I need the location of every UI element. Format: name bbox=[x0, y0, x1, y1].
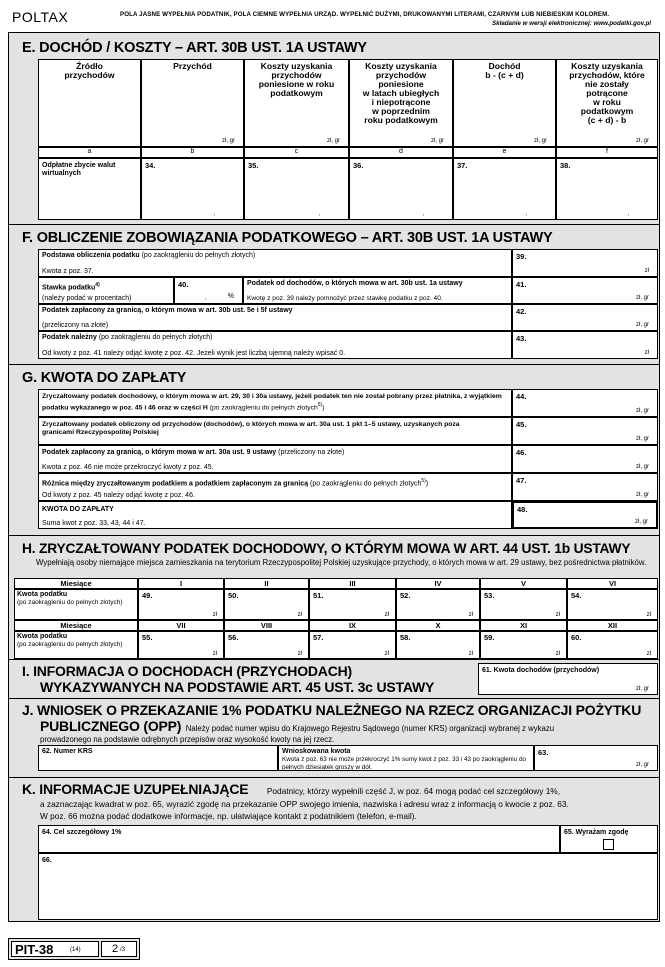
months-header: Miesiące bbox=[14, 578, 138, 589]
field-60[interactable]: 60. zł bbox=[567, 631, 658, 659]
section-j-title-2-line: PUBLICZNEGO (OPP) Należy podać numer wpisu do Krajowego Rejestru Sądowego (numer KRS) organizacji wybranej z wykazu bbox=[40, 718, 555, 734]
field-52[interactable]: 52. zł bbox=[396, 589, 480, 620]
e-row-label-cell: Odpłatne zbycie walut wirtualnych bbox=[38, 158, 141, 220]
month-VI: VI bbox=[567, 578, 658, 589]
field-45[interactable]: 45. zł, gr bbox=[512, 417, 658, 445]
field-48[interactable]: 48. zł, gr bbox=[512, 501, 658, 529]
field-54[interactable]: 54. zł bbox=[567, 589, 658, 620]
field-56[interactable]: 56. zł bbox=[224, 631, 309, 659]
month-V: V bbox=[480, 578, 567, 589]
field-50[interactable]: 50. zł bbox=[224, 589, 309, 620]
tax-amount-row-label: Kwota podatku (po zaokrągleniu do pełnych złotych) bbox=[14, 589, 138, 620]
section-e-title: E. DOCHÓD / KOSZTY – ART. 30B UST. 1A USTAWY bbox=[22, 40, 367, 56]
field-58[interactable]: 58. zł bbox=[396, 631, 480, 659]
e-col-header-a: Źródło przychodów bbox=[38, 59, 141, 147]
page-number: 2 bbox=[112, 943, 119, 955]
tax-due-label-cell: Podatek należny (po zaokrągleniu do pełnych złotych) Od kwoty z poz. 41 należy odjąć kwotę z poz. 42. Jeżeli wynik jest liczbą ujemną należy wpisać 0. bbox=[38, 331, 512, 359]
month-IX: IX bbox=[309, 620, 396, 631]
e-col-letter-d: d bbox=[349, 147, 453, 158]
month-I: I bbox=[138, 578, 224, 589]
section-i-title: I. INFORMACJA O DOCHODACH (PRZYCHODACH) bbox=[22, 663, 353, 679]
e-col-header-b: Przychód zł, gr bbox=[141, 59, 244, 147]
section-k-title-line: K. INFORMACJE UZUPEŁNIAJĄCE Podatnicy, którzy wypełnili część J, w poz. 64 mogą podać cel szczegółowy 1%, bbox=[22, 781, 560, 797]
fill-instruction: POLA JASNE WYPEŁNIA PODATNIK, POLA CIEMNE WYPEŁNIA URZĄD. WYPEŁNIĆ DUŻYMI, DRUKOWANYMI LITERAMI, CZARNYM LUB NIEBIESKIM KOLOREM. bbox=[120, 11, 610, 18]
g-row-47-label: Różnica między zryczałtowanym podatkiem a podatkiem zapłaconym za granicą (po zaokrągleniu do pełnych złotych$^{5)}$) Od kwoty z poz. 45 należy odjąć kwotę z poz. 46. bbox=[38, 473, 512, 501]
field-44[interactable]: 44. zł, gr bbox=[512, 389, 658, 417]
g-row-46-label: Podatek zapłacony za granicą, o którym mowa w art. 30a ust. 9 ustawy (przeliczony na złote) Kwota z poz. 46 nie może przekroczyć kwoty z poz. 45. bbox=[38, 445, 512, 473]
section-h-description: Wypełniają osoby niemające miejsca zamieszkania na terytorium Rzeczypospolitej Polskiej uzyskujące przychody, o których mowa w art. 29 ustawy, bez pośrednictwa płatników. bbox=[36, 558, 647, 567]
g-row-48-label: KWOTA DO ZAPŁATY Suma kwot z poz. 33, 43, 44 i 47. bbox=[38, 501, 512, 529]
month-VII: VII bbox=[138, 620, 224, 631]
consent-checkbox[interactable] bbox=[603, 839, 614, 850]
field-53[interactable]: 53. zł bbox=[480, 589, 567, 620]
page-total: /3 bbox=[120, 947, 126, 953]
e-col-letter-e: e bbox=[453, 147, 556, 158]
field-49[interactable]: 49. zł bbox=[138, 589, 224, 620]
month-X: X bbox=[396, 620, 480, 631]
month-XII: XII bbox=[567, 620, 658, 631]
field-41[interactable]: 41. zł, gr bbox=[512, 277, 658, 304]
field-63[interactable]: 63. zł, gr bbox=[534, 745, 658, 771]
field-37[interactable]: 37. , bbox=[453, 158, 556, 220]
section-f-title: F. OBLICZENIE ZOBOWIĄZANIA PODATKOWEGO – ART. 30B UST. 1A USTAWY bbox=[22, 230, 553, 246]
field-57[interactable]: 57. zł bbox=[309, 631, 396, 659]
e-col-header-e: Dochód b - (c + d) zł, gr bbox=[453, 59, 556, 147]
field-61[interactable]: 61. Kwota dochodów (przychodów) zł, gr bbox=[478, 663, 658, 695]
field-59[interactable]: 59. zł bbox=[480, 631, 567, 659]
field-43[interactable]: 43. zł bbox=[512, 331, 658, 359]
section-g-title: G. KWOTA DO ZAPŁATY bbox=[22, 370, 187, 386]
g-row-44-label: Zryczałtowany podatek dochodowy, o którym mowa w art. 29, 30 i 30a ustawy, jeżeli podatek ten nie został pobrany przez płatnika, z wyjątkiem podatku wykazanego w poz. 45 i 46 oraz w części H (po zaokrągleniu do pełnych złotych$^{5)}$) bbox=[38, 389, 512, 417]
tax-amount-row-label: Kwota podatku (po zaokrągleniu do pełnych złotych) bbox=[14, 631, 138, 659]
field-35[interactable]: 35. , bbox=[244, 158, 349, 220]
months-header: Miesiące bbox=[14, 620, 138, 631]
tax-rate-label-cell: Stawka podatku$^{4)}$ (należy podać w procentach) bbox=[38, 277, 174, 304]
electronic-filing-note: Składanie w wersji elektronicznej: www.podatki.gov.pl bbox=[492, 20, 651, 27]
field-36[interactable]: 36. , bbox=[349, 158, 453, 220]
form-version: (14) bbox=[70, 947, 81, 953]
e-col-letter-c: c bbox=[244, 147, 349, 158]
amount-label-cell: Wnioskowana kwota Kwota z poz. 63 nie może przekroczyć 1% sumy kwot z poz. 33 i 43 po zaokrągleniu do pełnych dziesiątek groszy w dół. bbox=[278, 745, 534, 771]
section-k-desc-3: W poz. 66 można podać dodatkowe informacje, np. ułatwiające kontakt z podatnikiem (telefon, e-mail). bbox=[40, 811, 417, 821]
tax-base-label-cell: Podstawa obliczenia podatku (po zaokrągleniu do pełnych złotych) Kwota z poz. 37. bbox=[38, 249, 512, 277]
e-col-letter-f: f bbox=[556, 147, 658, 158]
section-h-title: H. ZRYCZAŁTOWANY PODATEK DOCHODOWY, O KTÓRYM MOWA W ART. 44 UST. 1b USTAWY bbox=[22, 541, 631, 556]
field-65-consent: 65. Wyrażam zgodę bbox=[560, 825, 658, 853]
field-39[interactable]: 39. zł bbox=[512, 249, 658, 277]
e-col-header-f: Koszty uzyskania przychodów, które nie zostały potrącone w roku podatkowym (c + d) - b zł, gr bbox=[556, 59, 658, 147]
month-II: II bbox=[224, 578, 309, 589]
field-40[interactable]: 40. , % bbox=[174, 277, 243, 304]
section-k-desc-2: a zaznaczając kwadrat w poz. 65, wyrazić zgodę na przekazanie OPP swojego imienia, nazwiska i adresu wraz z informacją o kwocie z poz. 63. bbox=[40, 799, 569, 809]
field-42[interactable]: 42. zł, gr bbox=[512, 304, 658, 331]
field-46[interactable]: 46. zł, gr bbox=[512, 445, 658, 473]
field-34[interactable]: 34. , bbox=[141, 158, 244, 220]
tax-amount-label-cell: Podatek od dochodów, o których mowa w art. 30b ust. 1a ustawy Kwotę z poz. 39 należy pomnożyć przez stawkę podatku z poz. 40. bbox=[243, 277, 512, 304]
e-col-letter-a: a bbox=[38, 147, 141, 158]
e-col-header-c: Koszty uzyskania przychodów poniesione w roku podatkowym zł, gr bbox=[244, 59, 349, 147]
month-III: III bbox=[309, 578, 396, 589]
field-47[interactable]: 47. zł, gr bbox=[512, 473, 658, 501]
section-i-title-2: WYKAZYWANYCH NA PODSTAWIE ART. 45 UST. 3c USTAWY bbox=[40, 679, 435, 695]
footer-form-id bbox=[8, 938, 140, 960]
e-col-letter-b: b bbox=[141, 147, 244, 158]
field-66-additional[interactable]: 66. bbox=[38, 853, 658, 920]
section-j-desc-2: prowadzonego na podstawie odrębnych przepisów oraz wysokość kwoty na jej rzecz. bbox=[40, 735, 335, 744]
e-col-header-d: Koszty uzyskania przychodów poniesione w latach ubiegłych i niepotrącone w poprzednim roku podatkowym zł, gr bbox=[349, 59, 453, 147]
foreign-tax-label-cell: Podatek zapłacony za granicą, o którym mowa w art. 30b ust. 5e i 5f ustawy (przeliczony na złote) bbox=[38, 304, 512, 331]
section-j-title: J. WNIOSEK O PRZEKAZANIE 1% PODATKU NALEŻNEGO NA RZECZ ORGANIZACJI POŻYTKU bbox=[22, 702, 642, 718]
field-38[interactable]: 38. , bbox=[556, 158, 658, 220]
field-51[interactable]: 51. zł bbox=[309, 589, 396, 620]
poltax-logo: POLTAX bbox=[12, 9, 69, 25]
field-55[interactable]: 55. zł bbox=[138, 631, 224, 659]
month-VIII: VIII bbox=[224, 620, 309, 631]
field-62-krs[interactable]: 62. Numer KRS bbox=[38, 745, 278, 771]
month-IV: IV bbox=[396, 578, 480, 589]
form-code: PIT-38 bbox=[15, 942, 54, 957]
g-row-45-label: Zryczałtowany podatek obliczony od przychodów (dochodów), o których mowa w art. 30a ust. 1 pkt 1–5 ustawy, uzyskanych poza granicami Rzeczypospolitej Polskiej bbox=[38, 417, 512, 445]
month-XI: XI bbox=[480, 620, 567, 631]
field-64-goal[interactable]: 64. Cel szczegółowy 1% bbox=[38, 825, 560, 853]
